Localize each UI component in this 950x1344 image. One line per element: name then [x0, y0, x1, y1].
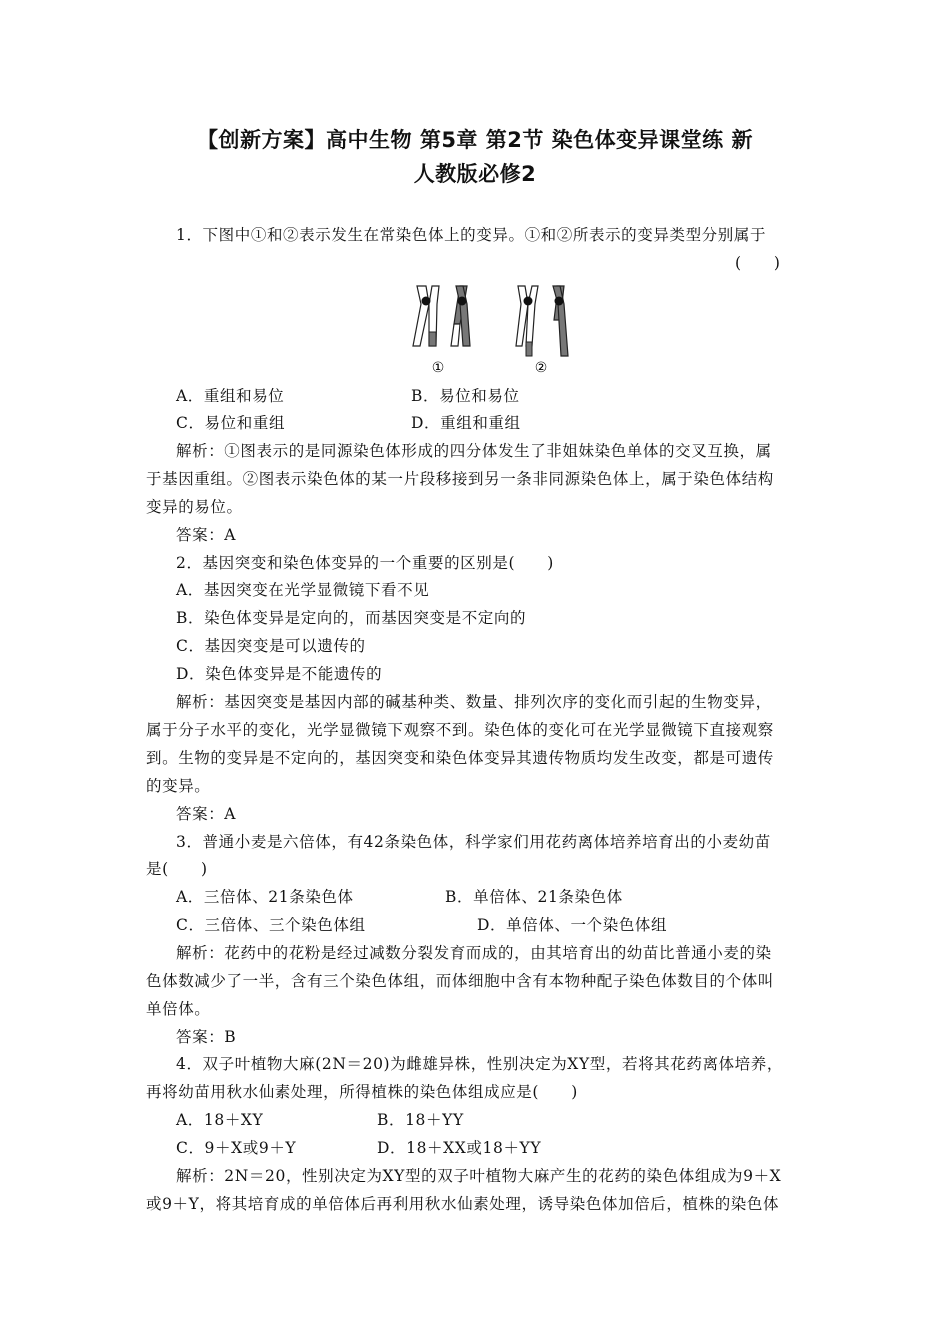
q1-option-c: C．易位和重组: [176, 414, 286, 432]
q3-option-a: A．三倍体、21条染色体: [176, 888, 354, 906]
q2-option-b: B．染色体变异是定向的，而基因突变是不定向的: [176, 609, 527, 627]
q4-stem-line-2: 再将幼苗用秋水仙素处理，所得植株的染色体组成应是( ): [146, 1083, 578, 1101]
document-title-line-1: 【创新方案】高中生物 第5章 第2节 染色体变异课堂练 新: [197, 128, 753, 152]
q4-analysis-line-1: 解析：2N＝20，性别决定为XY型的双子叶植物大麻产生的花药的染色体组成为9＋X: [176, 1167, 782, 1185]
q2-option-a: A．基因突变在光学显微镜下看不见: [176, 581, 430, 599]
q3-option-b: B．单倍体、21条染色体: [445, 888, 623, 906]
q3-answer: 答案：B: [176, 1028, 237, 1046]
q1-analysis-line-1: 解析：①图表示的是同源染色体形成的四分体发生了非姐妹染色单体的交叉互换，属: [176, 442, 772, 460]
document-title-line-2: 人教版必修2: [413, 162, 537, 186]
q4-option-b: B．18＋YY: [377, 1111, 464, 1129]
chromosome-pair-1: [413, 286, 470, 346]
q1-option-a: A．重组和易位: [176, 387, 285, 405]
q2-analysis-line-2: 属于分子水平的变化，光学显微镜下观察不到。染色体的变化可在光学显微镜下直接观察: [146, 721, 774, 739]
chromosome-pair-2: [516, 286, 568, 356]
q1-option-b: B．易位和易位: [411, 387, 520, 405]
chromosome-diagram: [408, 280, 578, 380]
q4-stem-line-1: 4．双子叶植物大麻(2N＝20)为雌雄异株，性别决定为XY型，若将其花药离体培养，: [176, 1055, 783, 1073]
q3-stem-line-1: 3．普通小麦是六倍体，有42条染色体，科学家们用花药离体培养培育出的小麦幼苗: [176, 833, 771, 851]
q3-analysis-line-2: 色体数减少了一半，含有三个染色体组，而体细胞中含有本物种配子染色体数目的个体叫: [146, 972, 774, 990]
figure-label-2: ②: [534, 360, 548, 376]
q3-option-c: C．三倍体、三个染色体组: [176, 916, 366, 934]
q2-analysis-line-4: 的变异。: [146, 777, 211, 795]
q1-option-d: D．重组和重组: [411, 414, 521, 432]
q1-answer-paren: ( ): [735, 254, 781, 272]
q2-analysis-line-3: 到。生物的变异是不定向的，基因突变和染色体变异其遗传物质均发生改变，都是可遗传: [146, 749, 774, 767]
q1-analysis-line-2: 于基因重组。②图表示染色体的某一片段移接到另一条非同源染色体上，属于染色体结构: [146, 470, 774, 488]
q4-option-c: C．9＋X或9＋Y: [176, 1139, 297, 1157]
q4-option-d: D．18＋XX或18＋YY: [377, 1139, 542, 1157]
q3-stem-line-2: 是( ): [146, 860, 208, 878]
q1-answer: 答案：A: [176, 526, 237, 544]
q4-option-a: A．18＋XY: [176, 1111, 264, 1129]
figure-label-1: ①: [431, 360, 445, 376]
q2-option-c: C．基因突变是可以遗传的: [176, 637, 366, 655]
q2-analysis-line-1: 解析：基因突变是基因内部的碱基种类、数量、排列次序的变化而引起的生物变异，: [176, 693, 772, 711]
q1-stem: 1．下图中①和②表示发生在常染色体上的变异。①和②所表示的变异类型分别属于: [176, 226, 767, 244]
q1-analysis-line-3: 变异的易位。: [146, 498, 243, 516]
q2-option-d: D．染色体变异是不能遗传的: [176, 665, 383, 683]
q4-analysis-line-2: 或9＋Y，将其培育成的单倍体后再利用秋水仙素处理，诱导染色体加倍后，植株的染色体: [146, 1195, 780, 1213]
q2-answer: 答案：A: [176, 805, 237, 823]
q3-option-d: D．单倍体、一个染色体组: [477, 916, 668, 934]
q3-analysis-line-1: 解析：花药中的花粉是经过减数分裂发育而成的，由其培育出的幼苗比普通小麦的染: [176, 944, 772, 962]
chromosome-figure: [408, 280, 578, 380]
q3-analysis-line-3: 单倍体。: [146, 1000, 211, 1018]
q2-stem: 2．基因突变和染色体变异的一个重要的区别是( ): [176, 554, 554, 572]
